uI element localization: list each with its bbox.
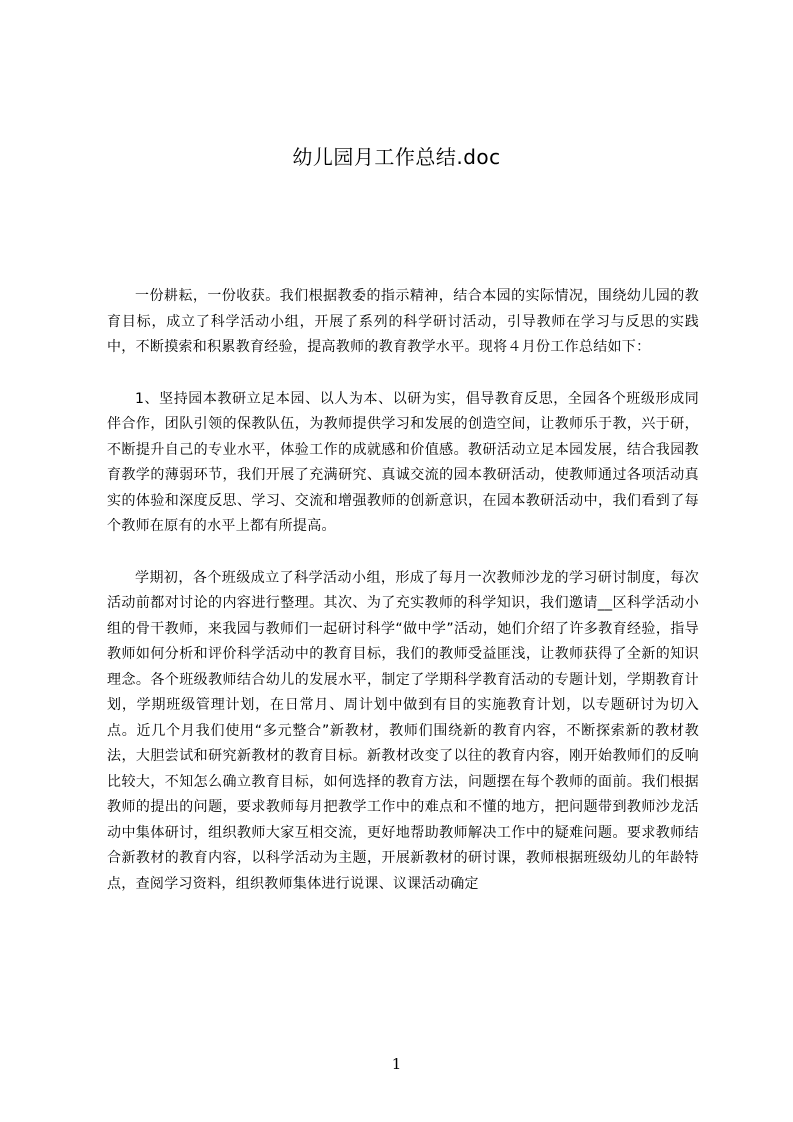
- paragraph-teaching-research: 1、坚持园本教研立足本园、以人为本、以研为实，倡导教育反思，全园各个班级形成同伴合作，团队引领的保教队伍，为教师提供学习和发展的创造空间，让教师乐于教，兴于研，不断提升自己的专业水平，体验工作的成就感和价值感。教研活动立足本园发展，结合我园教育教学的薄弱环节，我们开展了充满研究、真诚交流的园本教研活动，使教师通过各项活动真实的体验和深度反思、学习、交流和增强教师的创新意识，在园本教研活动中，我们看到了每个教师在原有的水平上都有所提高。: [107, 390, 699, 534]
- paragraph-intro: 一份耕耘，一份收获。我们根据教委的指示精神，结合本园的实际情况，围绕幼儿园的教育目标，成立了科学活动小组，开展了系列的科学研讨活动，引导教师在学习与反思的实践中，不断摸索和积累教育经验，提高教师的教育教学水平。现将４月份工作总结如下：: [107, 288, 699, 355]
- document-body: [107, 284, 699, 923]
- paragraph-semester-start: 学期初，各个班级成立了科学活动小组，形成了每月一次教师沙龙的学习研讨制度，每次活动前都对讨论的内容进行整理。其次、为了充实教师的科学知识，我们邀请__区科学活动小组的骨干教师，来我园与教师们一起研讨科学“做中学”活动，她们介绍了许多教育经验，指导教师如何分析和评价科学活动中的教育目标，我们的教师受益匪浅，让教师获得了全新的知识理念。各个班级教师结合幼儿的发展水平，制定了学期科学教育活动的专题计划，学期教育计划，学期班级管理计划，在日常月、周计划中做到有目的实施教育计划，以专题研讨为切入点。近几个月我们使用“多元整合”新教材，教师们围绕新的教育内容，不断探索新的教材教法，大胆尝试和研究新教材的教育目标。新教材改变了以往的教育内容，刚开始教师们的反响比较大，不知怎么确立教育目标，如何选择的教育方法，问题摆在每个教师的面前。我们根据教师的提出的问题，要求教师每月把教学工作中的难点和不懂的地方，把问题带到教师沙龙活动中集体研讨，组织教师大家互相交流，更好地帮助教师解决工作中的疑难问题。要求教师结合新教材的教育内容，以科学活动为主题，开展新教材的研讨课，教师根据班级幼儿的年龄特点，查阅学习资料，组织教师集体进行说课、议课活动确定: [107, 569, 699, 892]
- document-title: 幼儿园月工作总结.doc: [292, 145, 501, 169]
- page-number: 1: [391, 1055, 402, 1073]
